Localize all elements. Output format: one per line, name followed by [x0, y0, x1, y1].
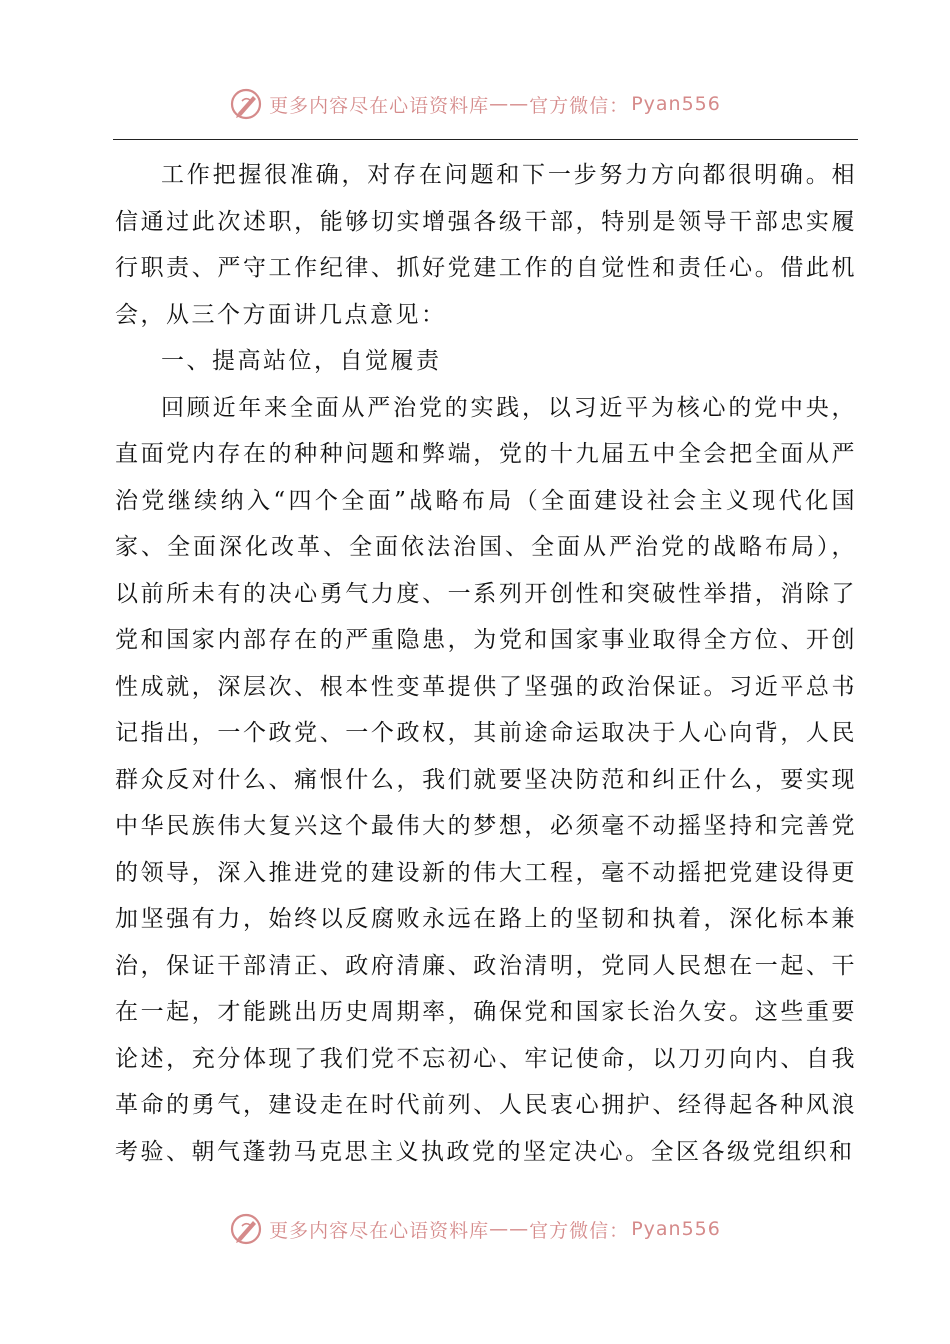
watermark-wechat-label: 官方微信：	[529, 1219, 630, 1242]
watermark-dash: ——	[489, 1218, 530, 1240]
watermark-brand: 更多内容尽在心语资料库	[269, 94, 490, 117]
footer-watermark	[0, 1209, 950, 1249]
pen-circle-logo-icon	[229, 1212, 263, 1246]
watermark-brand: 更多内容尽在心语资料库	[269, 1219, 490, 1242]
watermark-wechat-label: 官方微信：	[529, 94, 630, 117]
document-body	[115, 152, 857, 1175]
watermark-dash: ——	[489, 93, 530, 115]
paragraph-1: 工作把握很准确，对存在问题和下一步努力方向都很明确。相信通过此次述职，能够切实增强各级干部，特别是领导干部忠实履行职责、严守工作纪律、抓好党建工作的自觉性和责任心。借此机会，从三个方面讲几点意见：	[115, 162, 857, 328]
watermark-wechat-id: Pyan556	[631, 1218, 721, 1240]
header-divider	[113, 139, 858, 140]
section-heading: 一、提高站位，自觉履责	[161, 348, 442, 374]
pen-circle-logo-icon	[229, 87, 263, 121]
paragraph-2: 回顾近年来全面从严治党的实践，以习近平为核心的党中央，直面党内存在的种种问题和弊端，党的十九届五中全会把全面从严治党继续纳入“四个全面”战略布局（全面建设社会主义现代化国家、全面深化改革、全面依法治国、全面从严治党的战略布局），以前所未有的决心勇气力度、一系列开创性和突破性举措，消除了党和国家内部存在的严重隐患，为党和国家事业取得全方位、开创性成就，深层次、根本性变革提供了坚强的政治保证。习近平总书记指出，一个政党、一个政权，其前途命运取决于人心向背，人民群众反对什么、痛恨什么，我们就要坚决防范和纠正什么，要实现中华民族伟大复兴这个最伟大的梦想，必须毫不动摇坚持和完善党的领导，深入推进党的建设新的伟大工程，毫不动摇把党建设得更加坚强有力，始终以反腐败永远在路上的坚韧和执着，深化标本兼治，保证干部清正、政府清廉、政治清明，党同人民想在一起、干在一起，才能跳出历史周期率，确保党和国家长治久安。这些重要论述，充分体现了我们党不忘初心、牢记使命，以刀刃向内、自我革命的勇气，建设走在时代前列、人民衷心拥护、经得起各种风浪考验、朝气蓬勃马克思主义执政党的坚定决心。全区各级党组织和	[115, 394, 857, 1165]
header-watermark	[0, 84, 950, 124]
watermark-wechat-id: Pyan556	[631, 93, 721, 115]
